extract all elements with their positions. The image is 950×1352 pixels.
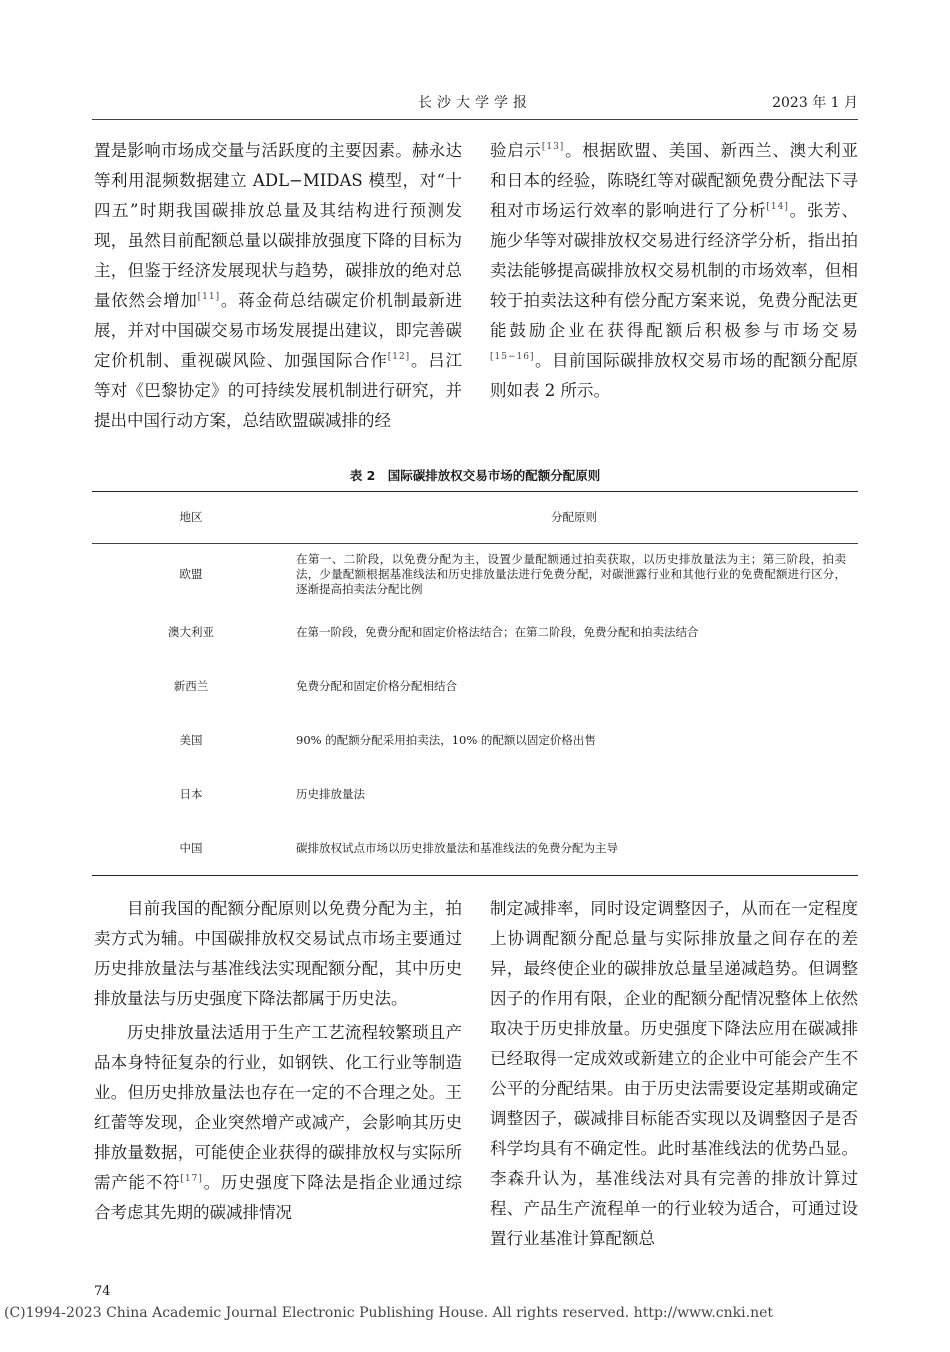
- bottom-right-column: [490, 894, 858, 1254]
- region-cell: 澳大利亚: [168, 625, 214, 639]
- region-cell: 欧盟: [179, 567, 203, 582]
- citation: [13]: [541, 142, 565, 152]
- citation: [11]: [197, 292, 221, 302]
- table-header-row: [92, 492, 858, 544]
- table-caption: 表 2 国际碳排放权交易市场的配额分配原则: [349, 468, 601, 483]
- citation: [17]: [180, 1174, 203, 1184]
- region-cell: 中国: [179, 840, 203, 855]
- paragraph: 制定减排率，同时设定调整因子，从而在一定程度上协调配额分配总量与实际排放量之间存在的差异，最终使企业的碳排放总量呈递减趋势。但调整因子的作用有限，企业的配额分配情况整体上依然取决于历史排放量。历史强度下降法应用在碳减排已经取得一定成效或新建立的企业中可能会产生不公平的分配结果。由于历史法需要设定基期或确定调整因子，碳减排目标能否实现以及调整因子是否科学均具有不确定性。此时基准线法的优势凸显。李森升认为，基准线法对具有完善的排放计算过程、产品生产流程单一的行业较为适合，可通过设置行业基准计算配额总: [490, 899, 858, 1248]
- principle-cell: 历史排放量法: [296, 787, 365, 801]
- issue-date: 2023 年 1 月: [772, 95, 858, 111]
- journal-title: 长沙大学学报: [418, 95, 532, 111]
- principle-cell: 90% 的配额分配采用拍卖法，10% 的配额以固定价格出售: [296, 733, 596, 747]
- copyright-notice: (C)1994-2023 China Academic Journal Electronic Publishing House. All rights reserved. http://www.cnki.net: [4, 1305, 774, 1321]
- table-row: [92, 606, 858, 660]
- page-number: 74: [94, 1284, 111, 1299]
- principle-cell: 碳排放权试点市场以历史排放量法和基准线法的免费分配为主导: [296, 840, 618, 855]
- region-cell: 日本: [179, 787, 203, 801]
- top-right-column: [490, 136, 858, 406]
- allocation-table: [92, 491, 858, 876]
- running-header: [92, 92, 858, 120]
- citation: [12]: [387, 352, 411, 362]
- principle-cell: 在第一、二阶段，以免费分配为主，设置少量配额通过拍卖获取，以历史排放量法为主；第三阶段，拍卖法，少量配额根据基准线法和历史排放量法进行免费分配，对碳泄露行业和其他行业的免费配额进行区分，逐渐提高拍卖法分配比例: [296, 552, 846, 597]
- paragraph: 历史排放量法适用于生产工艺流程较繁琐且产品本身特征复杂的行业，如钢铁、化工行业等制造业。但历史排放量法也存在一定的不合理之处。王红蕾等发现，企业突然增产或减产，会影响其历史排放量数据，可能使企业获得的碳排放权与实际所需产能不符[17]。历史强度下降法是指企业通过综合考虑其先期的碳减排情况: [94, 1023, 463, 1222]
- paragraph: 目前我国的配额分配原则以免费分配为主，拍卖方式为辅。中国碳排放权交易试点市场主要通过历史排放量法与基准线法实现配额分配，其中历史排放量法与历史强度下降法都属于历史法。: [94, 899, 462, 1008]
- column-header-principle: 分配原则: [551, 510, 597, 524]
- table-row: [92, 660, 858, 714]
- principle-cell: 在第一阶段，免费分配和固定价格法结合；在第二阶段，免费分配和拍卖法结合: [296, 625, 699, 639]
- table-row: [92, 768, 858, 822]
- bottom-left-column: [94, 894, 462, 1228]
- citation: [14]: [766, 202, 789, 212]
- paragraph: 验启示[13]。根据欧盟、美国、新西兰、澳大利亚和日本的经验，陈晓红等对碳配额免费分配法下寻租对市场运行效率的影响进行了分析[14]。张芳、施少华等对碳排放权交易进行经济学分析，指出拍卖法能够提高碳排放权交易机制的市场效率，但相较于拍卖法这种有偿分配方案来说，免费分配法更能鼓励企业在获得配额后积极参与市场交易[15−16]。目前国际碳排放权交易市场的配额分配原则如表 2 所示。: [490, 141, 859, 400]
- table-row: [92, 714, 858, 768]
- citation: [15−16]: [490, 352, 535, 362]
- top-left-column: [94, 136, 462, 436]
- table-row: [92, 544, 858, 606]
- principle-cell: 免费分配和固定价格分配相结合: [296, 679, 457, 693]
- region-cell: 美国: [179, 733, 203, 747]
- column-header-region: 地区: [179, 510, 203, 524]
- region-cell: 新西兰: [173, 679, 209, 693]
- table-row: [92, 822, 858, 876]
- paragraph: 置是影响市场成交量与活跃度的主要因素。赫永达等利用混频数据建立 ADL−MIDAS 模型，对“十四五”时期我国碳排放总量及其结构进行预测发现，虽然目前配额总量以碳排放强度下降的目标为主，但鉴于经济发展现状与趋势，碳排放的绝对总量依然会增加[11]。蒋金荷总结碳定价机制最新进展，并对中国碳交易市场发展提出建议，即完善碳定价机制、重视碳风险、加强国际合作[12]。吕江等对《巴黎协定》的可持续发展机制进行研究，并提出中国行动方案，总结欧盟碳减排的经: [94, 141, 463, 430]
